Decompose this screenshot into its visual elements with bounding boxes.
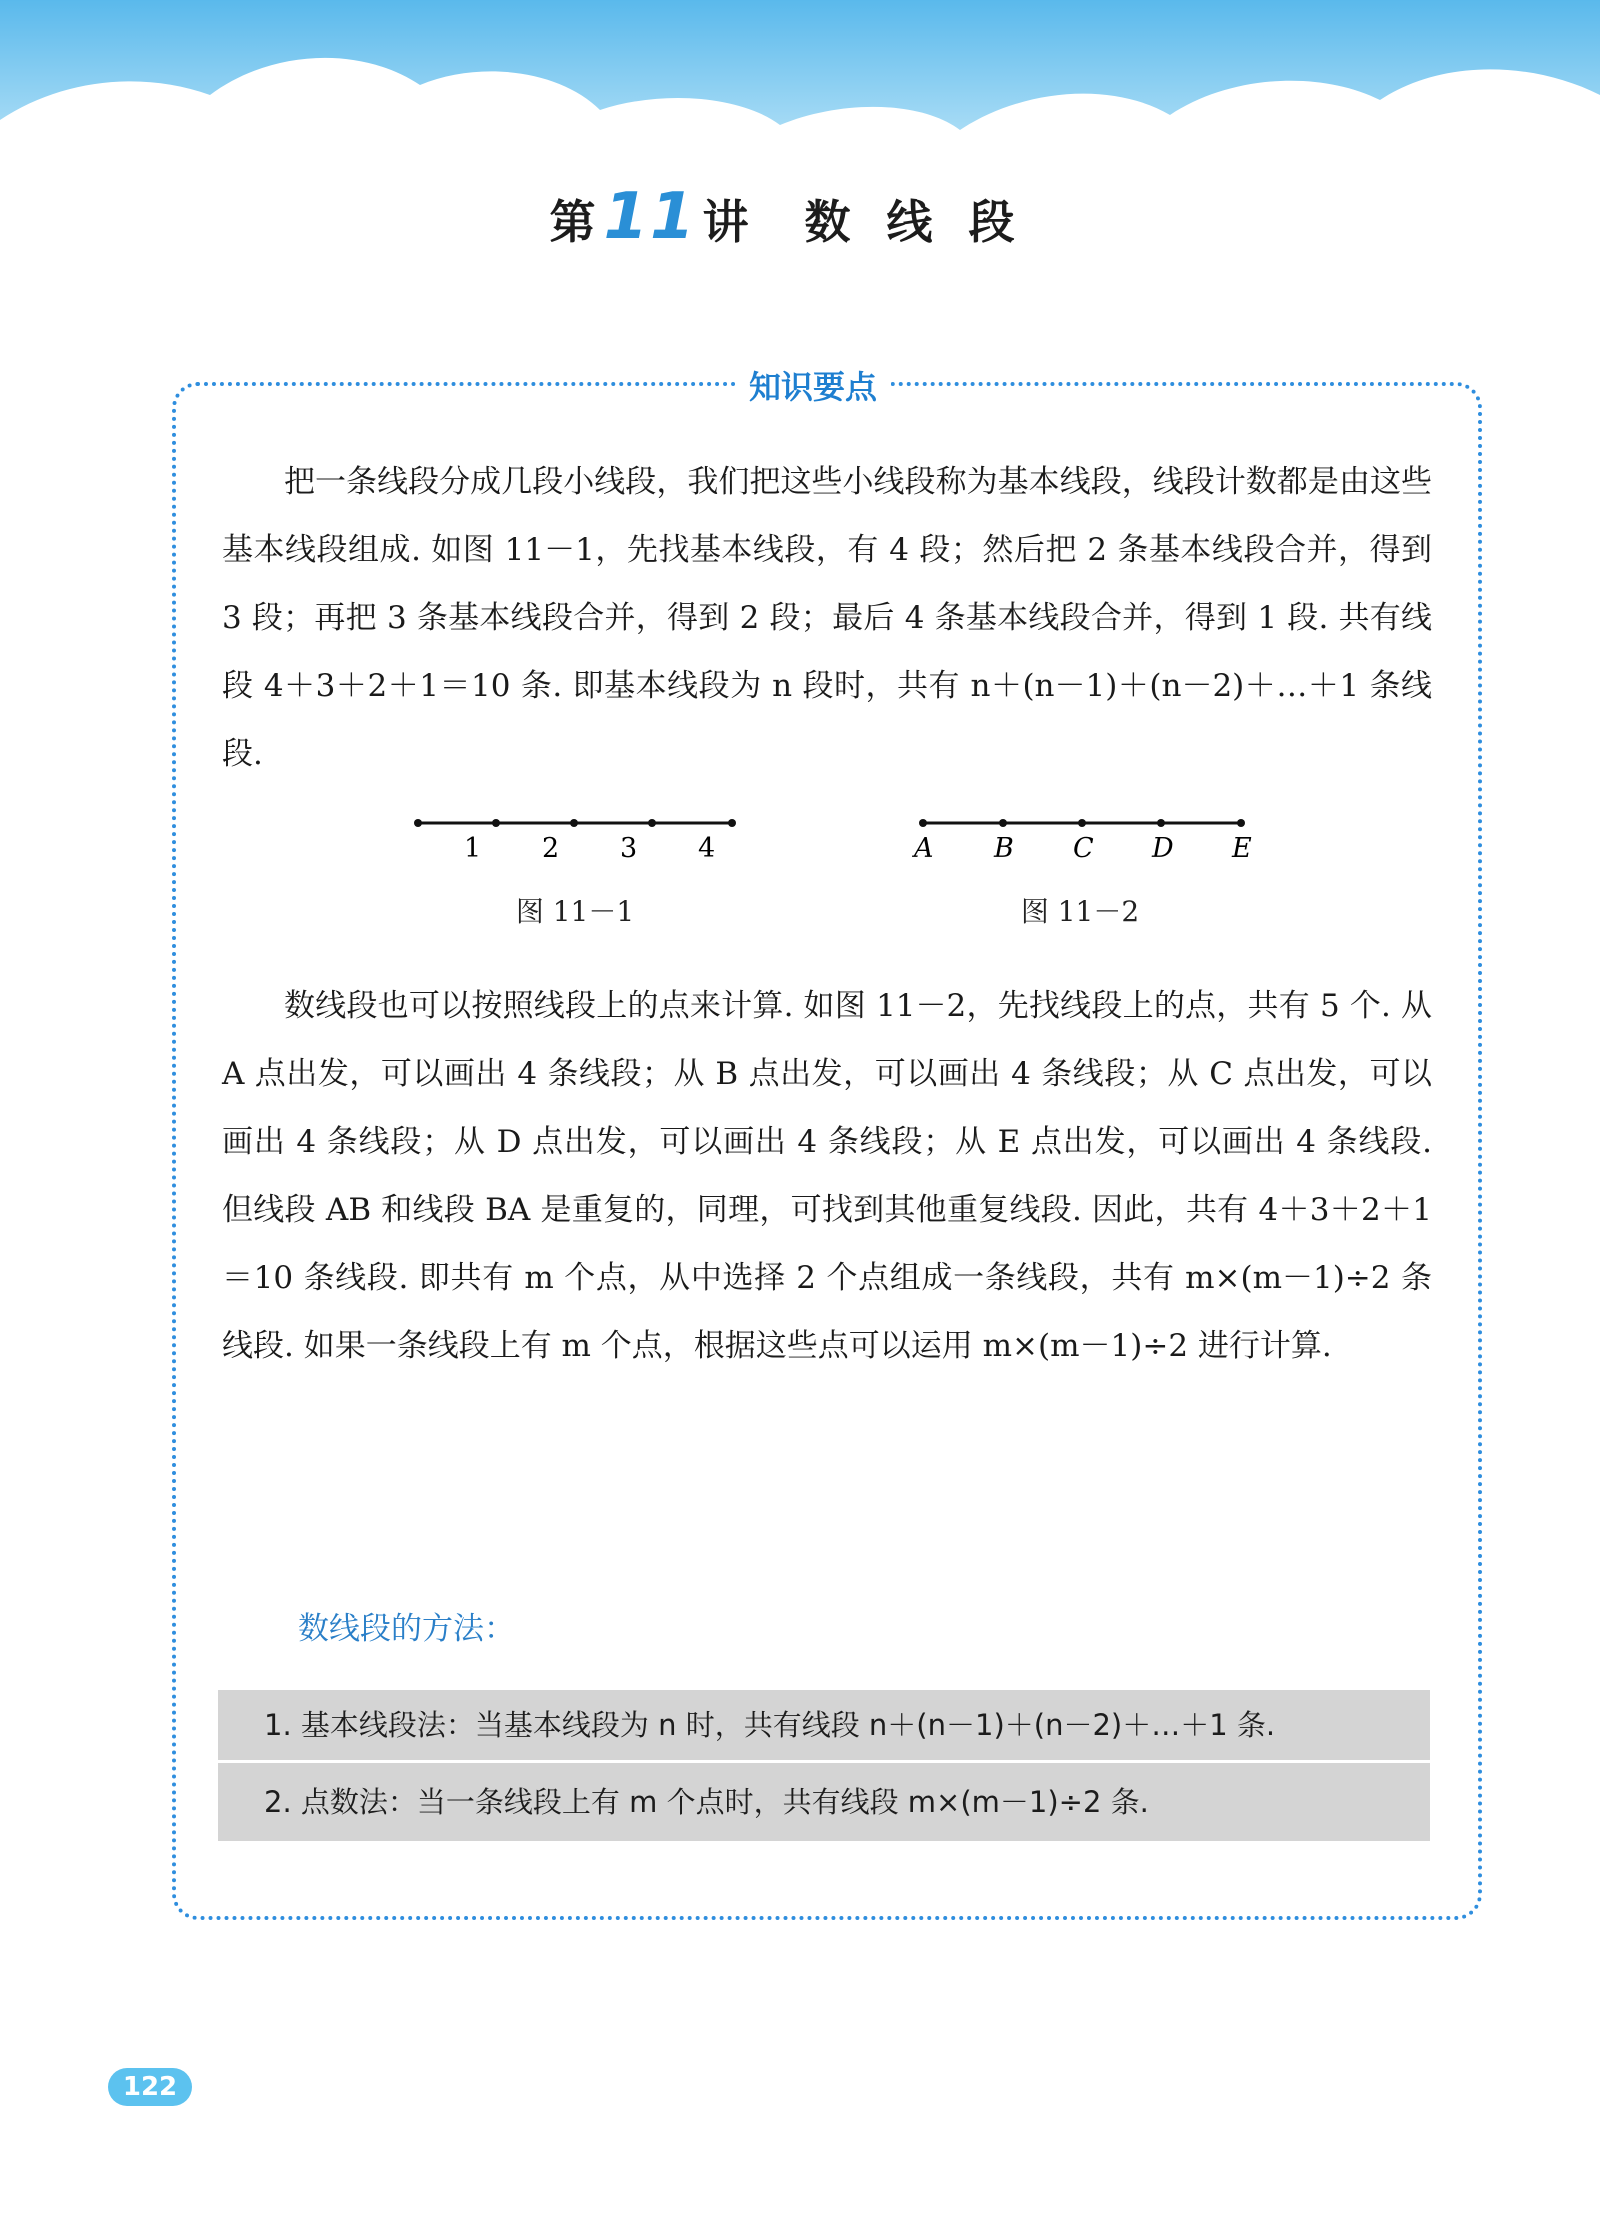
- point: [648, 819, 656, 827]
- paragraph-1: 把一条线段分成几段小线段，我们把这些小线段称为基本线段，线段计数都是由这些基本线段组成. 如图 11－1，先找基本线段，有 4 段；然后把 2 条基本线段合并，得到 3 段；再把 3 条基本线段合并，得到 2 段；最后 4 条基本线段合并，得到 1 段. 共有线段 4＋3＋2＋1＝10 条. 即基本线段为 n 段时，共有 n＋(n－1)＋(n－2)＋…＋1 条线段.: [222, 464, 1432, 772]
- chapter-prefix: 第: [549, 195, 598, 249]
- sky-cloud-header: [0, 0, 1600, 170]
- figure-11-1: [410, 805, 750, 865]
- segment-label: 2: [542, 833, 560, 864]
- method-item: 1. 基本线段法：当基本线段为 n 时，共有线段 n＋(n－1)＋(n－2)＋…＋1 条.: [264, 1708, 1276, 1742]
- point: [728, 819, 736, 827]
- figure-1-caption: 图 11－1: [515, 895, 635, 928]
- section-label: 知识要点: [735, 362, 891, 408]
- point: [570, 819, 578, 827]
- point-label: B: [994, 833, 1014, 864]
- point-c: [1078, 819, 1086, 827]
- point-label: E: [1232, 833, 1252, 864]
- page-number: 122: [108, 2068, 192, 2106]
- paragraph-2: 数线段也可以按照线段上的点来计算. 如图 11－2，先找线段上的点，共有 5 个. 从 A 点出发，可以画出 4 条线段；从 B 点出发，可以画出 4 条线段；从 C 点出发，可以画出 4 条线段；从 D 点出发，可以画出 4 条线段；从 E 点出发，可以画出 4 条线段. 但线段 AB 和线段 BA 是重复的，同理，可找到其他重复线段. 因此，共有 4＋3＋2＋1＝10 条线段. 即共有 m 个点，从中选择 2 个点组成一条线段，共有 m×(m－1)÷2 条线段. 如果一条线段上有 m 个点，根据这些点可以运用 m×(m－1)÷2 进行计算.: [222, 988, 1432, 1364]
- chapter-number: 11: [603, 180, 697, 254]
- point-a: [919, 819, 927, 827]
- segment-label: 1: [464, 833, 482, 864]
- point: [492, 819, 500, 827]
- point-label: D: [1152, 833, 1174, 864]
- figure-2-caption: 图 11－2: [1020, 895, 1140, 928]
- method-item: 2. 点数法：当一条线段上有 m 个点时，共有线段 m×(m－1)÷2 条.: [218, 1760, 1430, 1841]
- methods-title: 数线段的方法：: [298, 1611, 515, 1647]
- point: [414, 819, 422, 827]
- chapter-suffix: 讲: [702, 195, 751, 249]
- point-label: A: [914, 833, 934, 864]
- point-label: C: [1073, 833, 1094, 864]
- figure-11-2: [905, 805, 1265, 865]
- point-b: [999, 819, 1007, 827]
- segment-label: 4: [698, 833, 716, 864]
- point-e: [1237, 819, 1245, 827]
- segment-label: 3: [620, 833, 638, 864]
- chapter-title: [0, 180, 1600, 254]
- methods-table: [218, 1690, 1430, 1841]
- chapter-topic: 数线段: [804, 195, 1051, 249]
- point-d: [1157, 819, 1165, 827]
